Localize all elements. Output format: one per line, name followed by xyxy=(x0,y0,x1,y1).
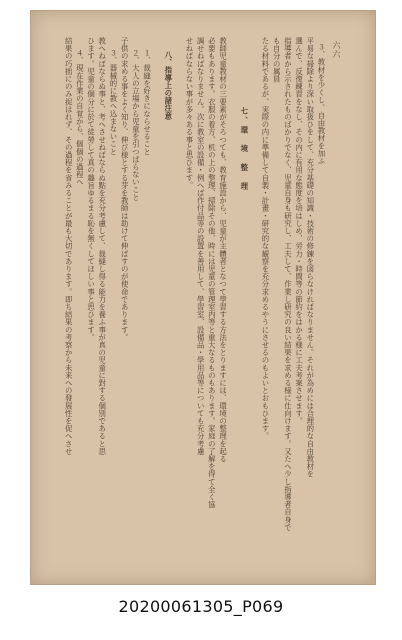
page-number: 六六 xyxy=(332,41,341,59)
paragraph-gap xyxy=(229,37,239,537)
paragraph-gap xyxy=(174,37,184,537)
text-line: ２、大人の立場から児童を引つぱらないこと xyxy=(131,49,141,201)
text-line: 教へねばならぬ事と、考へさせねばならぬ點を充分考慮して、裁縫し得る能力を養ふ事が真の児童に對する個別であると思 xyxy=(97,37,107,455)
image-caption: 20200061305_P069 xyxy=(118,597,284,616)
section-heading: 八、指導上の諸注意 xyxy=(163,51,173,120)
text-line: ４、現在作業の自覚から、個個の過程へ xyxy=(75,49,85,186)
paragraph-gap xyxy=(153,37,163,537)
text-line: たる材料であるが、実際の内に準備して自製・計畫・研究的な観察を充分求めるやうにさせるのもよいとおもひます。 xyxy=(260,37,270,440)
text-line: ３、教材を少くし、自由教材を加ふ xyxy=(317,43,326,165)
text-line: 調せねばなりません。次に教室の設備・例へば作付品等の設置を善用して、學習室、設備品・學用品等についても充分考慮 xyxy=(196,37,206,455)
text-line: 選んで、反復練習をなし、その内に有用な態度を培はしめ、労力・時間等の節約をはかる様に工夫考案させます。 xyxy=(294,37,304,425)
body-text xyxy=(57,37,327,537)
text-line: 教師児童教材の三要素がそろつても、教育施設から、児童が主體者となつて學習する方法をとりますには、環境の整理を起る xyxy=(218,37,228,463)
text-line: 必要もあります。衣服の着方、机の上の整理、掃除その他、時には児童の管理室内等と重大なるものもあります。家庭の了解を得て全く協 xyxy=(207,37,217,509)
text-line: ひます。児童の個分に於て徒勞して真の趣旨ゆるまる恥を無くしてほしい事と思ひます。 xyxy=(86,37,96,341)
document-page xyxy=(30,10,376,585)
section-heading: 七、環 境 整 理 xyxy=(239,107,249,192)
text-line: １、裁縫を好きにならせること xyxy=(142,49,152,156)
paragraph-gap xyxy=(250,37,260,537)
text-line: 平易な掃除より深い取扱ひをして、充分基礎の知識・技術の修錬を図らなければなりません。それが為めには合理的な自由教材を xyxy=(305,37,315,478)
text-line: せねばならない事が多々ある事と思ひます。 xyxy=(184,37,194,189)
text-line: 子供の求める事をよく知り、伸び様とする芽を教師は助けて伸ばすのが使命であります。 xyxy=(120,37,130,341)
text-line: 結果の巧拙にのみ捉はれず、その過程を省みることが最も大切であります。即ち結果の考察から未来への發展性を促へさせ xyxy=(64,37,74,455)
text-line: 指導者から示されたものばかりでなく、児童自身も研究し、工夫して、作業し研究の良い結果を求める様に仕向けます。又たへ少し指導者自身でも自分の属員 xyxy=(272,37,293,531)
text-line: ３、器械的に教へ込まないこと xyxy=(108,49,118,156)
